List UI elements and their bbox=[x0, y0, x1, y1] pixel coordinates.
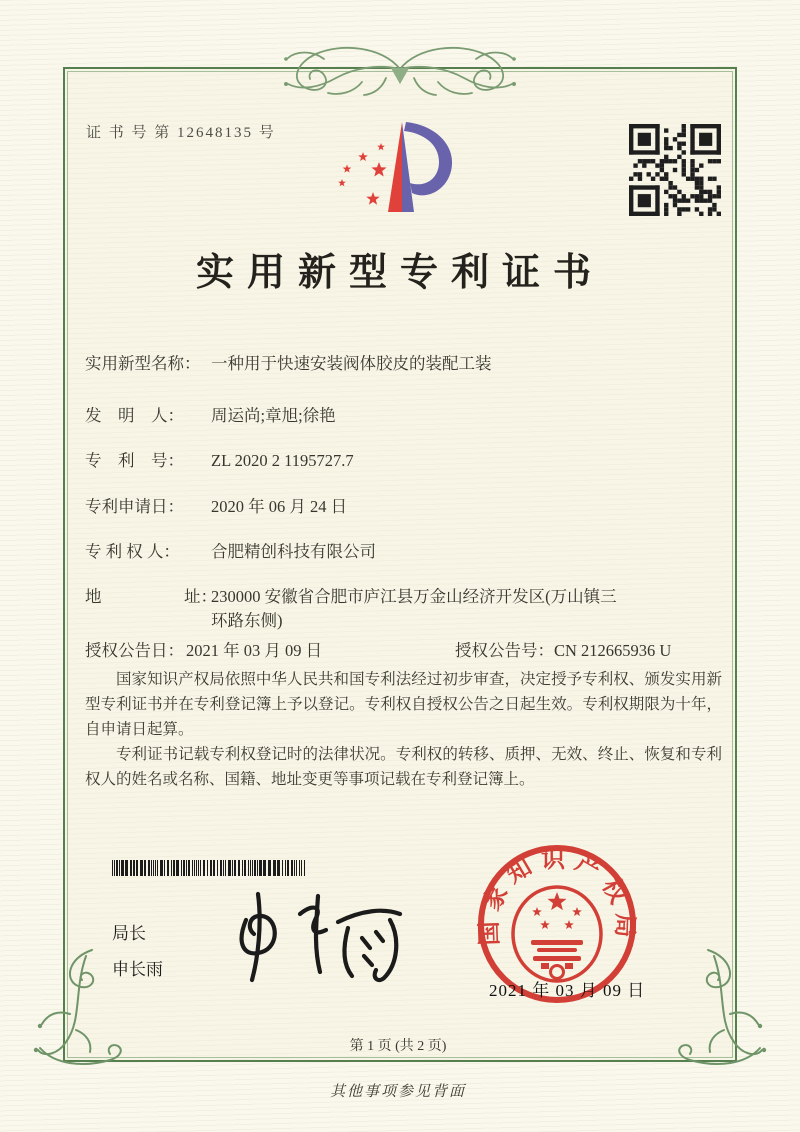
field-label: 专 利 号： bbox=[85, 451, 184, 470]
legal-paragraph-1: 国家知识产权局依照中华人民共和国专利法经过初步审查，决定授予专利权、颁发实用新型专利证书并在专利登记簿上予以登记。专利权自授权公告之日起生效。专利权期限为十年，自申请日起算。 bbox=[85, 671, 722, 738]
director-signature bbox=[222, 880, 412, 988]
field-value: 合肥精创科技有限公司 bbox=[211, 542, 376, 561]
back-side-note: 其他事项参见背面 bbox=[329, 1084, 466, 1100]
legal-text bbox=[85, 667, 722, 792]
certificate-title: 实用新型专利证书 bbox=[195, 252, 604, 294]
field-row-address bbox=[85, 585, 725, 633]
director-title: 局长 bbox=[112, 924, 146, 943]
field-label: 授权公告日： bbox=[85, 641, 184, 660]
field-row-filing-date bbox=[85, 495, 725, 519]
barcode bbox=[112, 860, 310, 876]
field-value: 230000 安徽省合肥市庐江县万金山经济开发区(万山镇三环路东侧) bbox=[211, 587, 617, 630]
field-row-grant bbox=[85, 639, 725, 663]
field-label: 专 利 权 人： bbox=[85, 542, 180, 561]
field-value: 2020 年 06 月 24 日 bbox=[211, 497, 348, 516]
seal-date: 2021 年 03 月 09 日 bbox=[489, 981, 646, 1000]
field-grant-no bbox=[455, 639, 671, 663]
field-row-patentee bbox=[85, 540, 725, 564]
seal-ring-text: 国家知识产权局 bbox=[476, 847, 638, 946]
national-emblem-icon bbox=[513, 887, 601, 981]
field-value: CN 212665936 U bbox=[554, 641, 672, 660]
field-value: ZL 2020 2 1195727.7 bbox=[211, 451, 354, 470]
field-row-inventor bbox=[85, 404, 725, 428]
field-label: 授权公告号： bbox=[455, 641, 554, 660]
field-value: 一种用于快速安装阀体胶皮的装配工装 bbox=[211, 354, 492, 373]
field-label: 专利申请日： bbox=[85, 497, 184, 516]
field-value: 周运尚;章旭;徐艳 bbox=[211, 406, 336, 425]
cnipa-logo-icon bbox=[333, 112, 458, 234]
field-row-patent-no bbox=[85, 449, 725, 473]
certificate-number: 证 书 号 第 12648135 号 bbox=[86, 125, 276, 141]
field-label: 实用新型名称： bbox=[85, 354, 201, 373]
director-name: 申长雨 bbox=[112, 960, 163, 979]
field-label: 地 址： bbox=[85, 587, 217, 606]
field-label: 发 明 人： bbox=[85, 406, 184, 425]
field-row-name bbox=[85, 352, 725, 376]
legal-paragraph-2: 专利证书记载专利权登记时的法律状况。专利权的转移、质押、无效、终止、恢复和专利权人的姓名或名称、国籍、地址变更等事项记载在专利登记簿上。 bbox=[85, 746, 722, 788]
director-block bbox=[112, 916, 163, 988]
qr-code bbox=[629, 124, 721, 216]
page-number: 第 1 页 (共 2 页) bbox=[349, 1039, 447, 1054]
top-filigree-ornament bbox=[262, 38, 538, 106]
field-value: 2021 年 03 月 09 日 bbox=[186, 641, 323, 660]
